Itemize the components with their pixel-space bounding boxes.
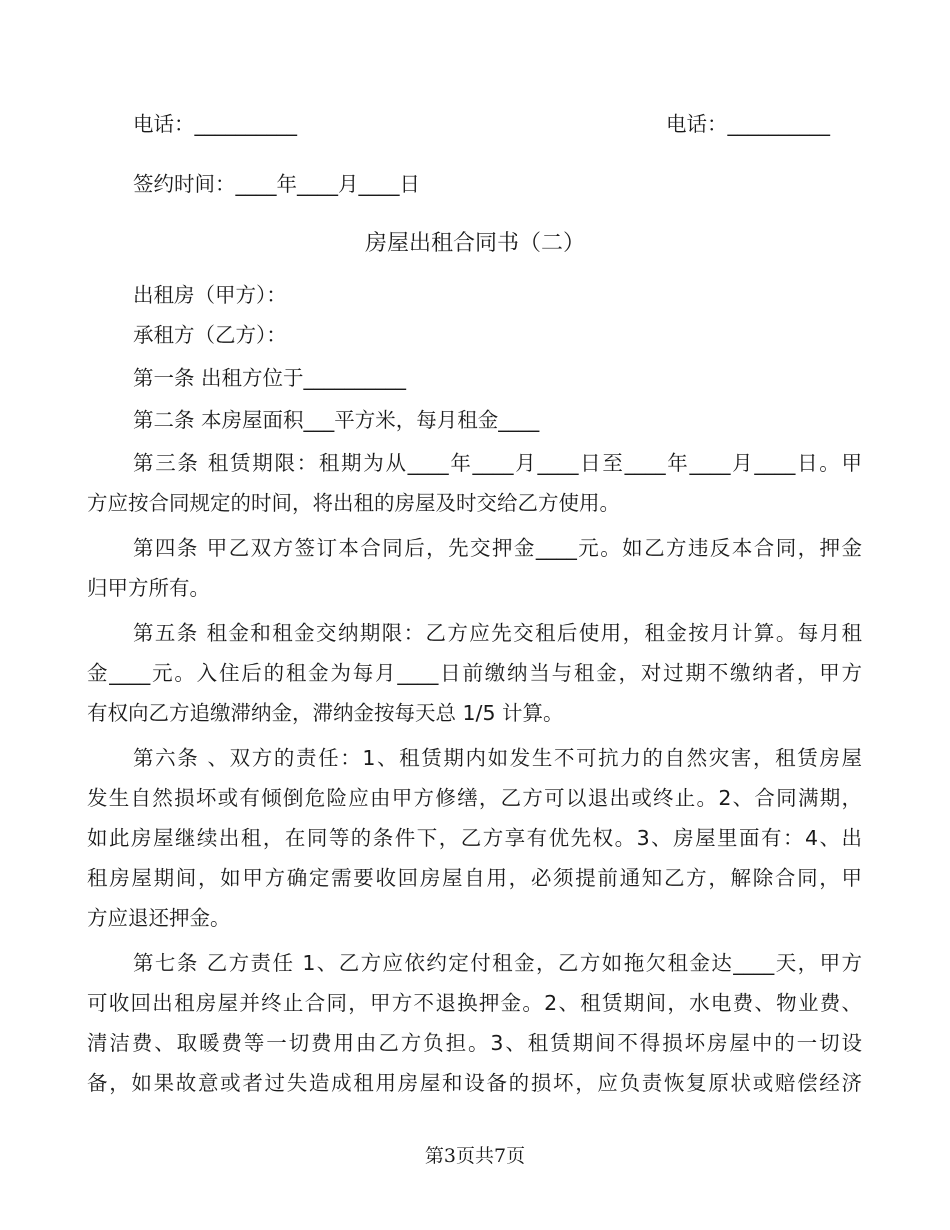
article-6-line-1: 第六条 、双方的责任：1、租赁期内如发生不可抗力的自然灾害，租赁房屋 — [133, 746, 862, 770]
phone-right: 电话：__________ — [666, 112, 830, 136]
article-5-line-2: 金____元。入住后的租金为每月____日前缴纳当与租金，对过期不缴纳者，甲方 — [87, 661, 862, 685]
article-7-line-4: 备，如果故意或者过失造成租用房屋和设备的损坏，应负责恢复原状或赔偿经济 — [87, 1071, 862, 1095]
article-2: 第二条 本房屋面积___平方米，每月租金____ — [133, 408, 540, 432]
article-6-line-5: 方应退还押金。 — [87, 906, 231, 930]
article-4-line-1: 第四条 甲乙双方签订本合同后，先交押金____元。如乙方违反本合同，押金 — [133, 536, 862, 560]
article-6-line-4: 租房屋期间，如甲方确定需要收回房屋自用，必须提前通知乙方，解除合同，甲 — [87, 866, 862, 890]
article-7-line-2: 可收回出租房屋并终止合同，甲方不退换押金。2、租赁期间，水电费、物业费、 — [87, 991, 862, 1015]
sign-date: 签约时间：____年____月____日 — [133, 172, 420, 196]
article-4-line-2: 归甲方所有。 — [87, 576, 210, 600]
article-7-line-3: 清洁费、取暖费等一切费用由乙方负担。3、租赁期间不得损坏房屋中的一切设 — [87, 1031, 862, 1055]
article-5-line-3: 有权向乙方追缴滞纳金，滞纳金按每天总 1/5 计算。 — [87, 701, 564, 725]
article-1: 第一条 出租方位于__________ — [133, 366, 407, 390]
document-title: 房屋出租合同书（二） — [364, 231, 585, 256]
article-6-line-3: 如此房屋继续出租，在同等的条件下，乙方享有优先权。3、房屋里面有：4、出 — [87, 826, 862, 850]
page-number: 第3页共7页 — [424, 1145, 526, 1167]
article-3-line-2: 方应按合同规定的时间，将出租的房屋及时交给乙方使用。 — [87, 491, 620, 515]
phone-left: 电话：__________ — [133, 112, 297, 136]
article-5-line-1: 第五条 租金和租金交纳期限：乙方应先交租后使用，租金按月计算。每月租 — [133, 621, 862, 645]
article-3-line-1: 第三条 租赁期限：租期为从____年____月____日至____年____月____日。甲 — [133, 451, 862, 475]
lessor-line: 出租房（甲方）： — [133, 283, 287, 307]
lessee-line: 承租方（乙方）： — [133, 323, 287, 347]
article-7-line-1: 第七条 乙方责任 1、乙方应依约定付租金，乙方如拖欠租金达____天，甲方 — [133, 951, 862, 975]
article-6-line-2: 发生自然损坏或有倾倒危险应由甲方修缮，乙方可以退出或终止。2、合同满期， — [87, 786, 862, 810]
